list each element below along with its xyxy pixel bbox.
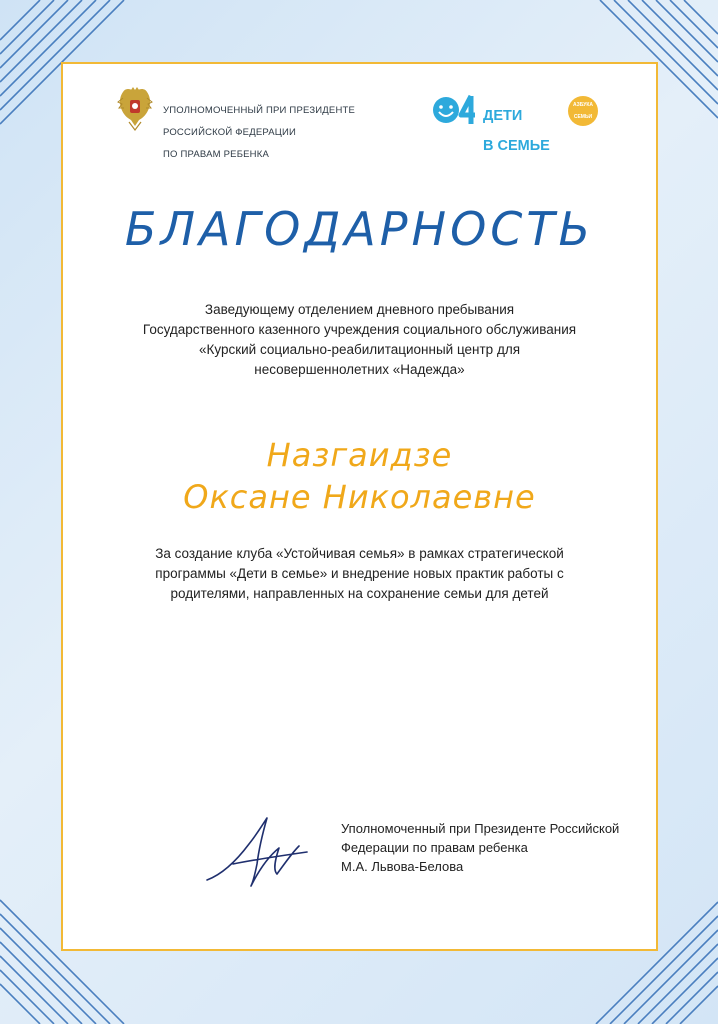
name-line-2: Оксане Николаевне	[183, 478, 536, 516]
org-line-2: РОССИЙСКОЙ ФЕДЕРАЦИИ	[163, 127, 297, 138]
reason-line-3: родителями, направленных на сохранение семьи для детей	[170, 586, 549, 601]
recipient-line-1: Заведующему отделением дневного пребывания	[204, 302, 515, 317]
signer-block	[341, 819, 641, 876]
ombudsman-title	[163, 94, 355, 171]
signer-line-1: Уполномоченный при Президенте Российской	[341, 821, 620, 836]
azbuka-line-1: АЗБУКА	[573, 102, 593, 108]
certificate-card	[61, 62, 658, 951]
program-name	[483, 94, 550, 169]
org-line-3: ПО ПРАВАМ РЕБЕНКА	[163, 149, 270, 160]
program-line-1: ДЕТИ	[483, 108, 523, 124]
reason-line-2: программы «Дети в семье» и внедрение новых практик работы с	[155, 566, 564, 581]
reason-line-1: За создание клуба «Устойчивая семья» в рамках стратегической	[155, 546, 564, 561]
ombudsman-header	[117, 86, 357, 160]
signer-line-2: Федерации по правам ребенка	[341, 840, 528, 855]
handwritten-signature	[203, 812, 313, 892]
double-headed-eagle-icon	[117, 86, 153, 132]
program-logo	[431, 88, 631, 154]
recipient-line-2: Государственного казенного учреждения социального обслуживания	[142, 322, 577, 337]
recipient-line-4: несовершеннолетних «Надежда»	[254, 362, 465, 377]
recipient-line-3: «Курский социально-реабилитационный центр для	[198, 342, 521, 357]
org-line-1: УПОЛНОМОЧЕННЫЙ ПРИ ПРЕЗИДЕНТЕ	[163, 105, 356, 116]
azbuka-line-2: СЕМЬИ	[573, 114, 593, 120]
signer-line-3: М.А. Львова-Белова	[341, 859, 464, 874]
document-title: БЛАГОДАРНОСТЬ	[124, 202, 595, 256]
recipient-name	[63, 434, 656, 518]
program-line-2: В СЕМЬЕ	[483, 138, 550, 154]
azbuka-semyi-badge	[568, 96, 598, 126]
smiley-four-logo-icon	[431, 92, 481, 128]
award-reason	[83, 544, 636, 604]
name-line-1: Назгаидзе	[266, 436, 453, 474]
recipient-position	[83, 300, 636, 380]
